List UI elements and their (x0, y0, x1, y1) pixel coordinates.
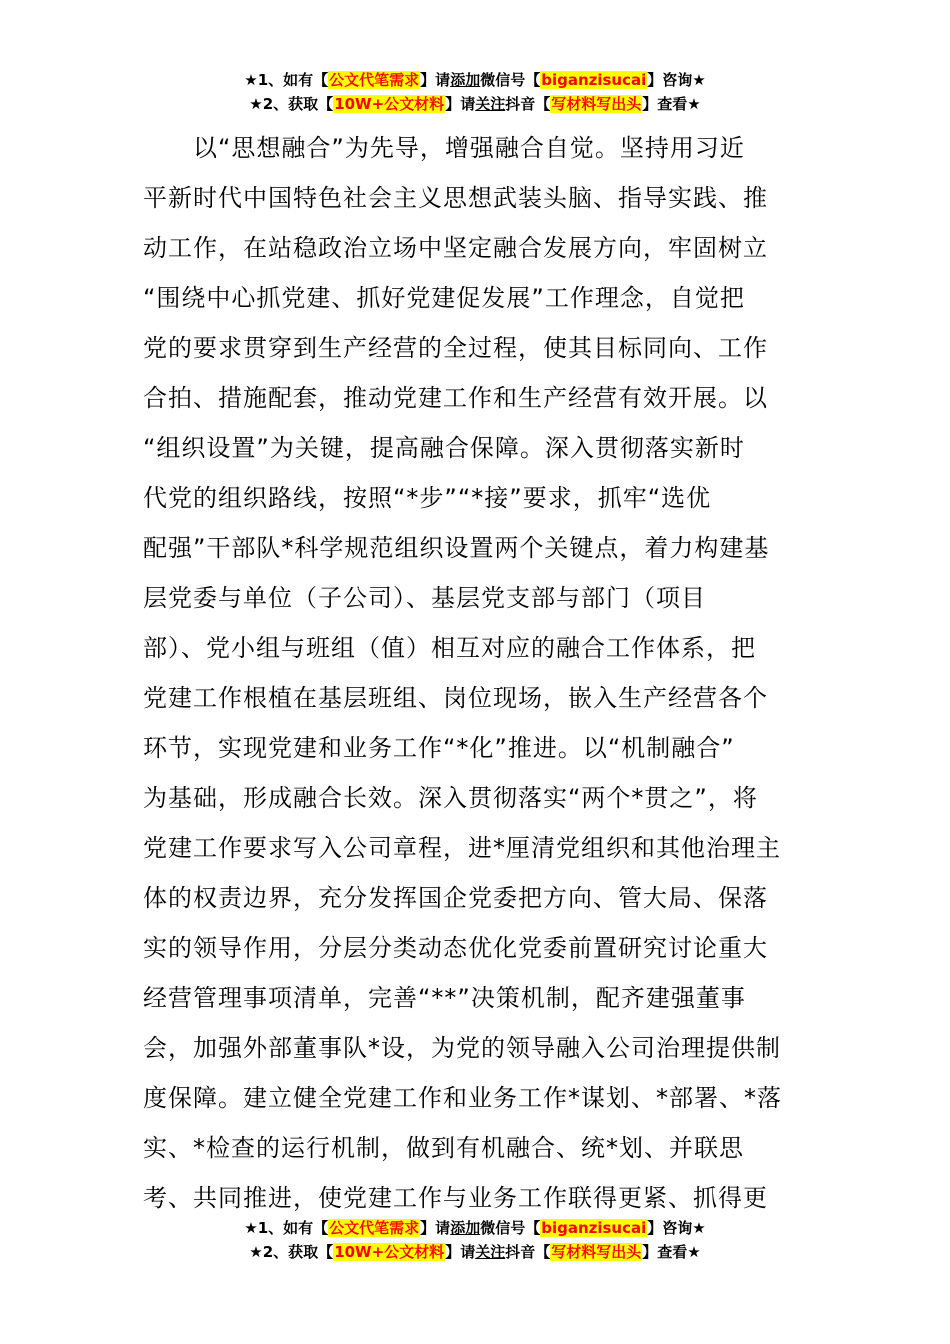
banner-text: 抖音【 (505, 1243, 551, 1261)
highlight-wechat-id: biganzisucai (541, 71, 647, 89)
paragraph-line: 体的权责边界，充分发挥国企党委把方向、管大局、保落 (143, 884, 768, 912)
banner-text: 】请 (445, 95, 476, 113)
paragraph-line: 经营管理事项清单，完善“**”决策机制，配齐建强董事 (143, 984, 746, 1012)
paragraph-line: 考、共同推进，使党建工作与业务工作联得更紧、抓得更 (143, 1184, 768, 1212)
paragraph-line: 部）、党小组与班组（值）相互对应的融合工作体系，把 (143, 634, 756, 662)
banner-text: 】查看★ (642, 1243, 701, 1261)
document-body (143, 123, 813, 1223)
banner-text: ★1、如有【 (244, 71, 329, 89)
banner-line-1 (0, 68, 950, 92)
highlight-materials: 10W+公文材料 (334, 1243, 445, 1261)
paragraph-line: 配强”干部队*科学规范组织设置两个关键点，着力构建基 (143, 534, 770, 562)
paragraph-line: 实、*检查的运行机制，做到有机融合、统*划、并联思 (143, 1134, 744, 1162)
paragraph-line: 党建工作根植在基层班组、岗位现场，嵌入生产经营各个 (143, 684, 768, 712)
banner-text: ★2、获取【 (249, 95, 334, 113)
banner-line-1 (0, 1216, 950, 1240)
banner-text: 】查看★ (642, 95, 701, 113)
banner-text: 】请 (420, 71, 451, 89)
paragraph-line: 合拍、措施配套，推动党建工作和生产经营有效开展。以 (143, 384, 768, 412)
paragraph-line: 以“思想融合”为先导，增强融合自觉。坚持用习近 (143, 134, 745, 162)
paragraph-line: 环节，实现党建和业务工作“*化”推进。以“机制融合” (143, 734, 735, 762)
paragraph-line: 为基础，形成融合长效。深入贯彻落实“两个*贯之”，将 (143, 784, 758, 812)
paragraph-line: 党的要求贯穿到生产经营的全过程，使其目标同向、工作 (143, 334, 768, 362)
banner-text: ★1、如有【 (244, 1219, 329, 1237)
highlight-ghostwriting: 公文代笔需求 (329, 1219, 420, 1237)
paragraph-line: “组织设置”为关键，提高融合保障。深入贯彻落实新时 (143, 434, 745, 462)
paragraph-line: 代党的组织路线，按照“*步”“*接”要求，抓牢“选优 (143, 484, 712, 512)
banner-text: 】请 (420, 1219, 451, 1237)
paragraph-line: 层党委与单位（子公司）、基层党支部与部门（项目 (143, 584, 706, 612)
banner-line-2 (0, 92, 950, 116)
highlight-wechat-id: biganzisucai (541, 1219, 647, 1237)
paragraph-line: 党建工作要求写入公司章程，进*厘清党组织和其他治理主 (143, 834, 781, 862)
banner-underlined-text: 关注 (475, 95, 506, 113)
banner-underlined-text: 添加 (450, 71, 481, 89)
highlight-ghostwriting: 公文代笔需求 (329, 71, 420, 89)
banner-underlined-text: 添加 (450, 1219, 481, 1237)
paragraph-line: 会，加强外部董事队*设，为党的领导融入公司治理提供制 (143, 1034, 781, 1062)
highlight-materials: 10W+公文材料 (334, 95, 445, 113)
paragraph-line: “围绕中心抓党建、抓好党建促发展”工作理念，自觉把 (143, 284, 745, 312)
highlight-douyin-account: 写材料写出头 (551, 95, 642, 113)
banner-line-2 (0, 1240, 950, 1264)
banner-text: 抖音【 (505, 95, 551, 113)
paragraph-line: 平新时代中国特色社会主义思想武装头脑、指导实践、推 (143, 184, 768, 212)
paragraph-line: 动工作，在站稳政治立场中坚定融合发展方向，牢固树立 (143, 234, 768, 262)
banner-text: 微信号【 (480, 1219, 541, 1237)
header-banner (0, 68, 950, 116)
footer-banner (0, 1216, 950, 1264)
banner-text: 】请 (445, 1243, 476, 1261)
paragraph-line: 度保障。建立健全党建工作和业务工作*谋划、*部署、*落 (143, 1084, 782, 1112)
banner-text: 】咨询★ (647, 71, 706, 89)
banner-text: ★2、获取【 (249, 1243, 334, 1261)
banner-underlined-text: 关注 (475, 1243, 506, 1261)
banner-text: 微信号【 (480, 71, 541, 89)
banner-text: 】咨询★ (647, 1219, 706, 1237)
paragraph-line: 实的领导作用，分层分类动态优化党委前置研究讨论重大 (143, 934, 768, 962)
highlight-douyin-account: 写材料写出头 (551, 1243, 642, 1261)
